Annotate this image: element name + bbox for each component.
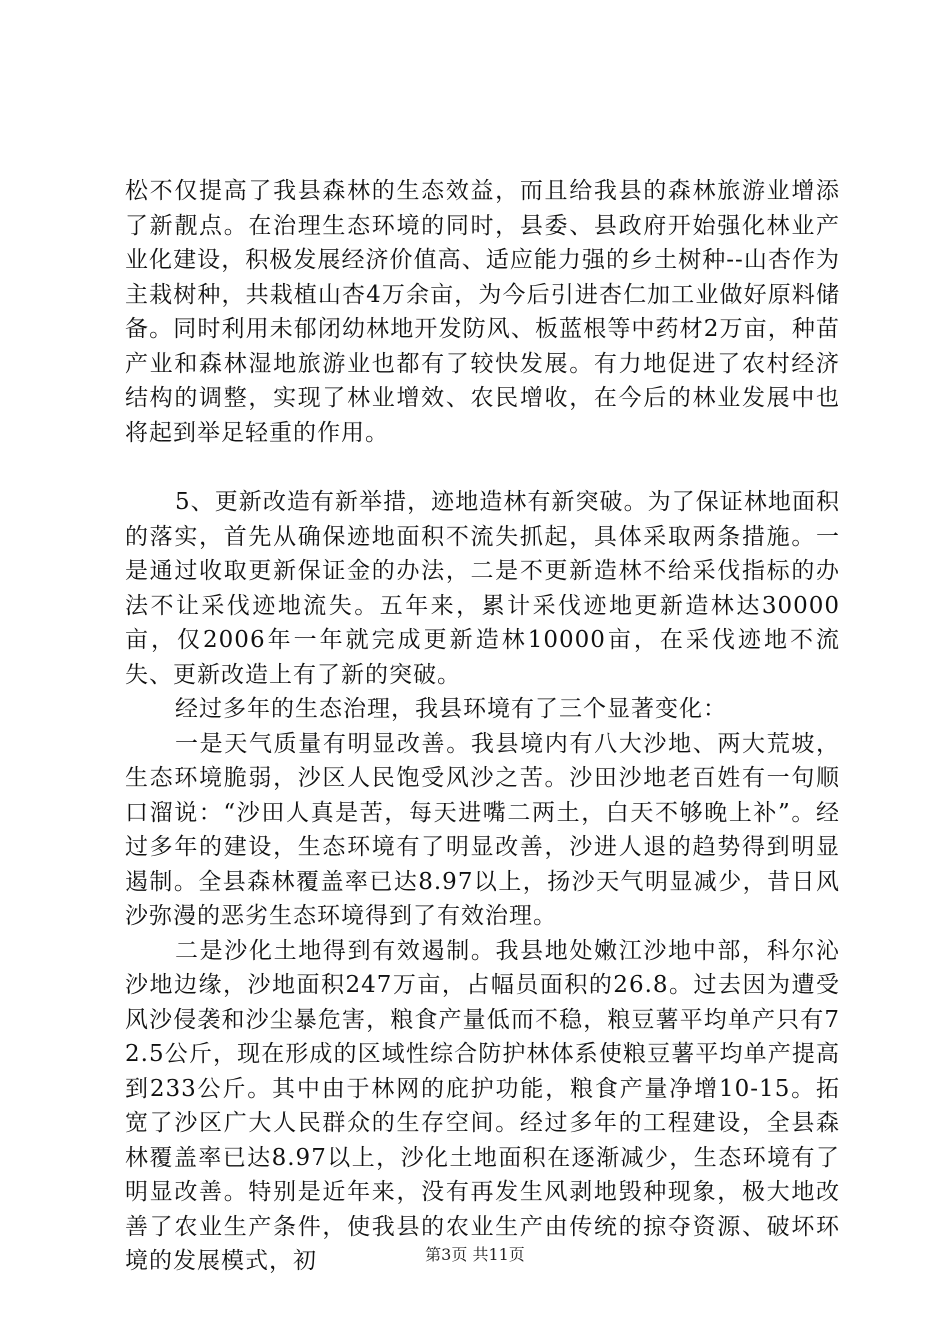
paragraph-three-changes-intro: 经过多年的生态治理，我县环境有了三个显著变化： (175, 696, 727, 722)
paragraph-desertification-control: 二是沙化土地得到有效遏制。我县地处嫩江沙地中部，科尔沁沙地边缘，沙地面积247万亩，占幅员面积的26.8。过去因为遭受风沙侵袭和沙尘暴危害，粮食产量低而不稳，粮豆薯平均单产只有72.5公斤，现在形成的区域性综合防护林体系使粮豆薯平均单产提高到233公斤。其中由于林网的庇护功能，粮食产量净增10-15。拓宽了沙区广大人民群众的生存空间。经过多年的工程建设，全县森林覆盖率已达8.97以上，沙化土地面积在逐渐减少，生态环境有了明显改善。特别是近年来，没有再发生风剥地毁种现象，极大地改善了农业生产条件，使我县的农业生产由传统的掠夺资源、破坏环境的发展模式，初 (125, 937, 840, 1274)
document-body (125, 174, 840, 1279)
paragraph-forestry-industry: 松不仅提高了我县森林的生态效益，而且给我县的森林旅游业增添了新靓点。在治理生态环境的同时，县委、县政府开始强化林业产业化建设，积极发展经济价值高、适应能力强的乡土树种--山杏作为主栽树种，共栽植山杏4万余亩，为今后引进杏仁加工业做好原料储备。同时利用未郁闭幼林地开发防风、板蓝根等中药材2万亩，种苗产业和森林湿地旅游业也都有了较快发展。有力地促进了农村经济结构的调整，实现了林业增效、农民增收，在今后的林业发展中也将起到举足轻重的作用。 (125, 178, 840, 446)
paragraph-renewal-reforestation: 5、更新改造有新举措，迹地造林有新突破。为了保证林地面积的落实，首先从确保迹地面积不流失抓起，具体采取两条措施。一是通过收取更新保证金的办法，二是不更新造林不给采伐指标的办法不让采伐迹地流失。五年来，累计采伐迹地更新造林达30000亩，仅2006年一年就完成更新造林10000亩，在采伐迹地不流失、更新改造上有了新的突破。 (125, 489, 840, 688)
paragraph-weather-improvement: 一是天气质量有明显改善。我县境内有八大沙地、两大荒坡，生态环境脆弱，沙区人民饱受风沙之苦。沙田沙地老百姓有一句顺口溜说：“沙田人真是苦，每天进嘴二两土，白天不够晚上补”。经过多年的建设，生态环境有了明显改善，沙进人退的趋势得到明显遏制。全县森林覆盖率已达8.97以上，扬沙天气明显减少，昔日风沙弥漫的恶劣生态环境得到了有效治理。 (125, 730, 840, 929)
paragraph-gap (125, 450, 840, 485)
page-number-footer: 第3页 共11页 (425, 1245, 525, 1264)
